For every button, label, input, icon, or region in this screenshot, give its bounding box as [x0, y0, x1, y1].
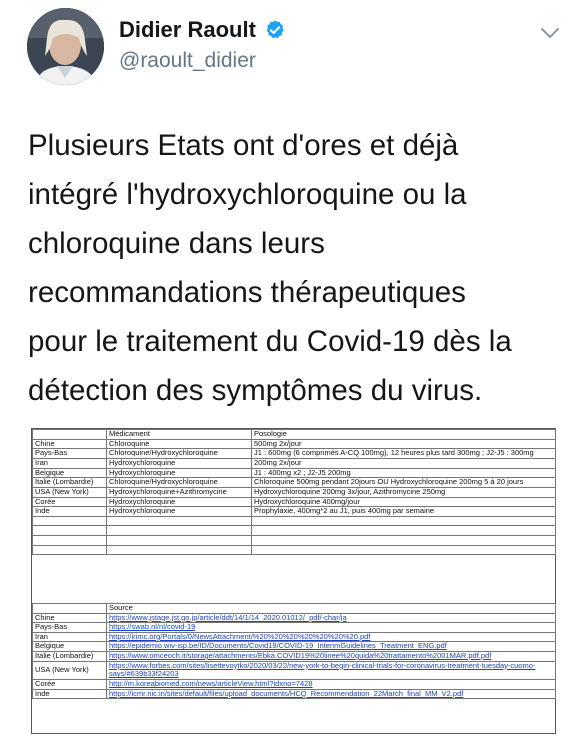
- table-row: [33, 458, 556, 468]
- table-cell: J1 : 600mg (6 comprimés A-CQ 100mg), 12 heures plus tard 300mg ; J2-J5 : 300mg: [252, 449, 556, 459]
- source-link[interactable]: https://epidemio.wiv-isp.be/ID/Documents/Covid19/COVID-19_InterimGuidelines_Treatment_ENG.pdf: [107, 642, 556, 652]
- table-cell: Belgique: [33, 642, 107, 652]
- source-link[interactable]: https://www.omceoch.it/storage/attachments/Ebka.COVID19%20linee%20guida%20trattamento%2001MAR.pdf.pdf: [107, 651, 556, 661]
- tweet-text: [28, 121, 573, 415]
- empty-row: [33, 545, 556, 555]
- table-cell: Corée: [33, 680, 107, 690]
- table-cell: Inde: [33, 507, 107, 517]
- table-row: [33, 487, 556, 497]
- source-link[interactable]: https://swab.nl/nl/covid-19: [107, 623, 556, 633]
- chevron-down-icon[interactable]: [539, 25, 561, 41]
- table-cell: Iran: [33, 632, 107, 642]
- table-cell: Belgique: [33, 468, 107, 478]
- sources-table: [32, 603, 556, 699]
- sources-header-row: [33, 604, 556, 614]
- source-row: [33, 623, 556, 633]
- table-cell: 200mg 2x/jour: [252, 458, 556, 468]
- source-link[interactable]: https://icmr.nic.in/sites/default/files/upload_documents/HCQ_Recommendation_22March_final_MM_V2.pdf: [107, 689, 556, 699]
- table-cell: Inde: [33, 689, 107, 699]
- empty-row: [33, 535, 556, 545]
- table-cell: 500mg 2x/jour: [252, 439, 556, 449]
- table-row: [33, 497, 556, 507]
- source-row: [33, 613, 556, 623]
- table-row: [33, 439, 556, 449]
- source-row: [33, 661, 556, 680]
- table-cell: Hydroxychloroquine: [107, 468, 252, 478]
- table-cell: USA (New York): [33, 661, 107, 680]
- source-link[interactable]: https://www.forbes.com/sites/lisettevoytko/2020/03/22/new-york-to-begin-clinical-trials-for-coronavirus-treatment-tuesday-cuomo-says/#639b33f24203: [107, 661, 556, 680]
- tweet-line: chloroquine dans leurs: [28, 227, 325, 260]
- tweet-line: recommandations thérapeutiques: [28, 276, 466, 309]
- table-cell: Chine: [33, 613, 107, 623]
- table-cell: Hydroxychloroquine 400mg/jour: [252, 497, 556, 507]
- tweet-image-table[interactable]: [31, 428, 556, 734]
- tweet-line: pour le traitement du Covid-19 dès la: [28, 325, 512, 358]
- empty-row: [33, 516, 556, 526]
- table-row: [33, 507, 556, 517]
- source-link[interactable]: http://m.koreabiomed.com/news/articleView.html?idxno=7428: [107, 680, 556, 690]
- table-cell: Hydroxychloroquine+Azithromycine: [107, 487, 252, 497]
- source-link[interactable]: https://www.jstage.jst.go.jp/article/ddt/14/1/14_2020.01012/_pdf/-char/ja: [107, 613, 556, 623]
- table-cell: Italie (Lombardie): [33, 651, 107, 661]
- source-row: [33, 680, 556, 690]
- source-row: [33, 632, 556, 642]
- table-header: Posologie: [252, 430, 556, 440]
- user-name-row: [119, 17, 286, 43]
- table-cell: J1 : 400mg x2 ; J2-J5 200mg: [252, 468, 556, 478]
- table-cell: USA (New York): [33, 487, 107, 497]
- verified-badge-icon: [264, 19, 286, 41]
- table-cell: Corée: [33, 497, 107, 507]
- table-header-row: [33, 430, 556, 440]
- user-handle[interactable]: @raoult_didier: [119, 49, 256, 72]
- table-row: [33, 468, 556, 478]
- table-header: Médicament: [107, 430, 252, 440]
- table-cell: Chloroquine: [107, 439, 252, 449]
- table-cell: Hydroxychloroquine: [107, 458, 252, 468]
- table-cell: Chloroquine/Hydroxychloroquine: [107, 478, 252, 488]
- table-cell: Pays-Bas: [33, 623, 107, 633]
- tweet-line: intégré l'hydroxychloroquine ou la: [28, 178, 467, 211]
- tweet-line: détection des symptômes du virus.: [28, 374, 483, 407]
- dosage-table: [32, 429, 556, 555]
- display-name[interactable]: Didier Raoult: [119, 17, 256, 42]
- table-header: Source: [107, 604, 556, 614]
- source-row: [33, 651, 556, 661]
- table-cell: Chloroquine 500mg pendant 20jours OU Hydroxychloroquine 200mg 5 à 20 jours: [252, 478, 556, 488]
- table-cell: Chine: [33, 439, 107, 449]
- source-row: [33, 689, 556, 699]
- table-cell: Chloroquine/Hydroxychloroquine: [107, 449, 252, 459]
- table-header: [33, 430, 107, 440]
- source-row: [33, 642, 556, 652]
- table-cell: Hydroxychloroquine: [107, 497, 252, 507]
- table-cell: Italie (Lombardie): [33, 478, 107, 488]
- table-cell: Hydroxychloroquine: [107, 507, 252, 517]
- table-row: [33, 449, 556, 459]
- empty-row: [33, 526, 556, 536]
- source-link[interactable]: https://irimc.org/Portals/0/NewsAttachment/%20%20%20%20%20%20%20.pdf: [107, 632, 556, 642]
- table-row: [33, 478, 556, 488]
- table-cell: Iran: [33, 458, 107, 468]
- avatar[interactable]: [27, 8, 104, 85]
- table-cell: Hydroxychloroquine 200mg 3x/jour, Azithromycine 250mg: [252, 487, 556, 497]
- tweet-line: Plusieurs Etats ont d'ores et déjà: [28, 129, 459, 162]
- table-cell: Prophylaxie, 400mg*2 au J1, puis 400mg par semaine: [252, 507, 556, 517]
- table-cell: Pays-Bas: [33, 449, 107, 459]
